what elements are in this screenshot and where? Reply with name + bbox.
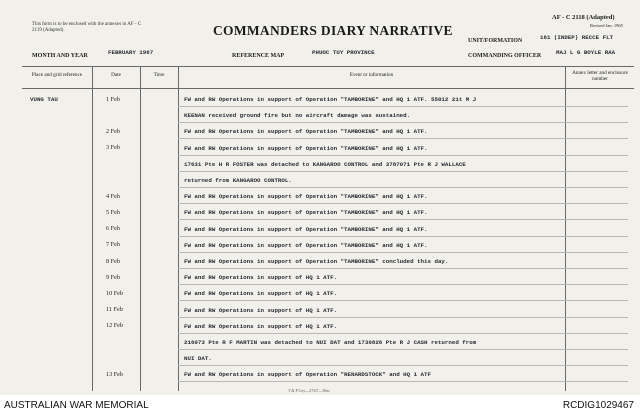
row-place: VUNG TAU bbox=[30, 96, 58, 103]
column-divider-place bbox=[92, 66, 93, 391]
row-rule bbox=[178, 219, 628, 220]
row-date: 10 Feb bbox=[106, 289, 124, 297]
archive-footer bbox=[0, 395, 640, 416]
row-event-text: FW and RW Operations in support of Operation "TAMBORINE" concluded this day. bbox=[184, 258, 449, 265]
row-rule bbox=[178, 236, 628, 237]
column-divider-time bbox=[178, 66, 179, 391]
revised-date: Revised Jan. 1965 bbox=[590, 23, 623, 28]
row-rule bbox=[178, 106, 628, 107]
row-rule bbox=[178, 381, 628, 382]
row-rule bbox=[178, 171, 628, 172]
row-date: 12 Feb bbox=[106, 322, 124, 330]
row-date: 5 Feb bbox=[106, 208, 120, 216]
row-rule bbox=[178, 365, 628, 366]
row-rule bbox=[178, 155, 628, 156]
row-rule bbox=[178, 349, 628, 350]
row-event-text: FW and RW Operations in support of Operation "TAMBORINE" and HQ 1 ATF. bbox=[184, 209, 428, 217]
row-rule bbox=[178, 333, 628, 334]
row-event-text: FW and RW Operations in support of Operation "TAMBORINE" and HQ 1 ATF. bbox=[184, 241, 428, 249]
column-divider-date bbox=[140, 66, 141, 391]
row-rule bbox=[178, 138, 628, 139]
row-date: 6 Feb bbox=[106, 225, 120, 233]
footer-reference-id: RCDIG1029467 bbox=[562, 400, 634, 411]
row-event-text: FW and RW Operations in support of Operation "TAMBORINE" and HQ 1 ATF. bbox=[184, 144, 428, 152]
column-header-annex: Annex letter and enclosure number bbox=[572, 70, 628, 82]
row-event-text: returned from KANGAROO CONTROL. bbox=[184, 177, 292, 184]
column-divider-event bbox=[565, 66, 566, 391]
unit-formation-label: UNIT/FORMATION bbox=[468, 38, 523, 44]
footer-source: AUSTRALIAN WAR MEMORIAL bbox=[4, 400, 149, 411]
row-event-text: FW and RW Operations in support of HQ 1 ATF. bbox=[184, 274, 338, 282]
printer-mark: T & P Coy—27/67—30m bbox=[288, 388, 330, 393]
row-date: 2 Feb bbox=[106, 127, 120, 135]
unit-formation-value: 161 (INDEP) RECCE FLT bbox=[540, 34, 614, 41]
reference-map-value: PHUOC TUY PROVINCE bbox=[312, 49, 375, 56]
row-date: 13 Feb bbox=[106, 370, 124, 378]
column-header-date: Date bbox=[111, 72, 121, 78]
row-date: 3 Feb bbox=[106, 144, 120, 152]
column-header-time: Time bbox=[153, 72, 165, 78]
row-event-text: FW and RW Operations in support of Operation "TAMBORINE" and HQ 1 ATF. 55012 21t M J bbox=[184, 96, 477, 103]
row-event-text: FW and RW Operations in support of HQ 1 ATF. bbox=[184, 322, 338, 330]
row-event-text: FW and RW Operations in support of Operation "RENARDSTOCK" and HQ 1 ATF bbox=[184, 371, 431, 379]
row-rule bbox=[178, 252, 628, 253]
commanding-officer-label: COMMANDING OFFICER bbox=[468, 53, 542, 59]
row-rule bbox=[178, 284, 628, 285]
row-event-text: FW and RW Operations in support of Operation "TAMBORINE" and HQ 1 ATF. bbox=[184, 128, 428, 136]
row-date: 1 Feb bbox=[106, 95, 120, 103]
row-rule bbox=[178, 300, 628, 301]
column-header-place: Place and grid reference bbox=[31, 72, 83, 78]
column-header-event: Event or information bbox=[349, 72, 394, 78]
row-date: 11 Feb bbox=[106, 306, 123, 314]
row-event-text: FW and RW Operations in support of Operation "TAMBORINE" and HQ 1 ATF. bbox=[184, 225, 428, 233]
form-note: This form is to be enclosed with the annexes in AF - C 2119 (Adapted). bbox=[32, 22, 142, 33]
row-event-text: FW and RW Operations in support of HQ 1 ATF. bbox=[184, 290, 338, 298]
reference-map-label: REFERENCE MAP bbox=[232, 53, 285, 59]
commanding-officer-value: MAJ L G BOYLE RAA bbox=[556, 49, 616, 56]
row-rule bbox=[178, 122, 628, 123]
table-top-border bbox=[22, 66, 634, 67]
row-date: 9 Feb bbox=[106, 273, 120, 281]
row-event-text: 17631 Pte H R FOSTER was detached to KANGAROO CONTROL and 3787071 Pte R J WALLACE bbox=[184, 160, 466, 168]
row-event-text: FW and RW Operations in support of Operation "TAMBORINE" and HQ 1 ATF. bbox=[184, 193, 428, 201]
row-event-text: 216073 Pte R F MARTIN was detached to NUI DAT and 1730826 Pte R J CASH returned from bbox=[184, 339, 477, 346]
row-rule bbox=[178, 268, 628, 269]
month-year-label: MONTH AND YEAR bbox=[32, 53, 88, 59]
row-rule bbox=[178, 317, 628, 318]
row-event-text: NUI DAT. bbox=[184, 355, 212, 363]
row-date: 4 Feb bbox=[106, 192, 120, 200]
month-year-value: FEBRUARY 1967 bbox=[108, 49, 154, 56]
row-event-text: FW and RW Operations in support of HQ 1 ATF. bbox=[184, 306, 338, 314]
page-title: COMMANDERS DIARY NARRATIVE bbox=[213, 23, 453, 38]
row-date: 8 Feb bbox=[106, 257, 120, 265]
row-event-text: KEENAN received ground fire but no aircraft damage was sustained. bbox=[184, 112, 411, 120]
form-number: AF - C 2118 (Adapted) bbox=[552, 14, 615, 21]
row-date: 7 Feb bbox=[106, 241, 120, 249]
row-rule bbox=[178, 187, 628, 188]
row-rule bbox=[178, 203, 628, 204]
column-header-border bbox=[22, 88, 634, 89]
